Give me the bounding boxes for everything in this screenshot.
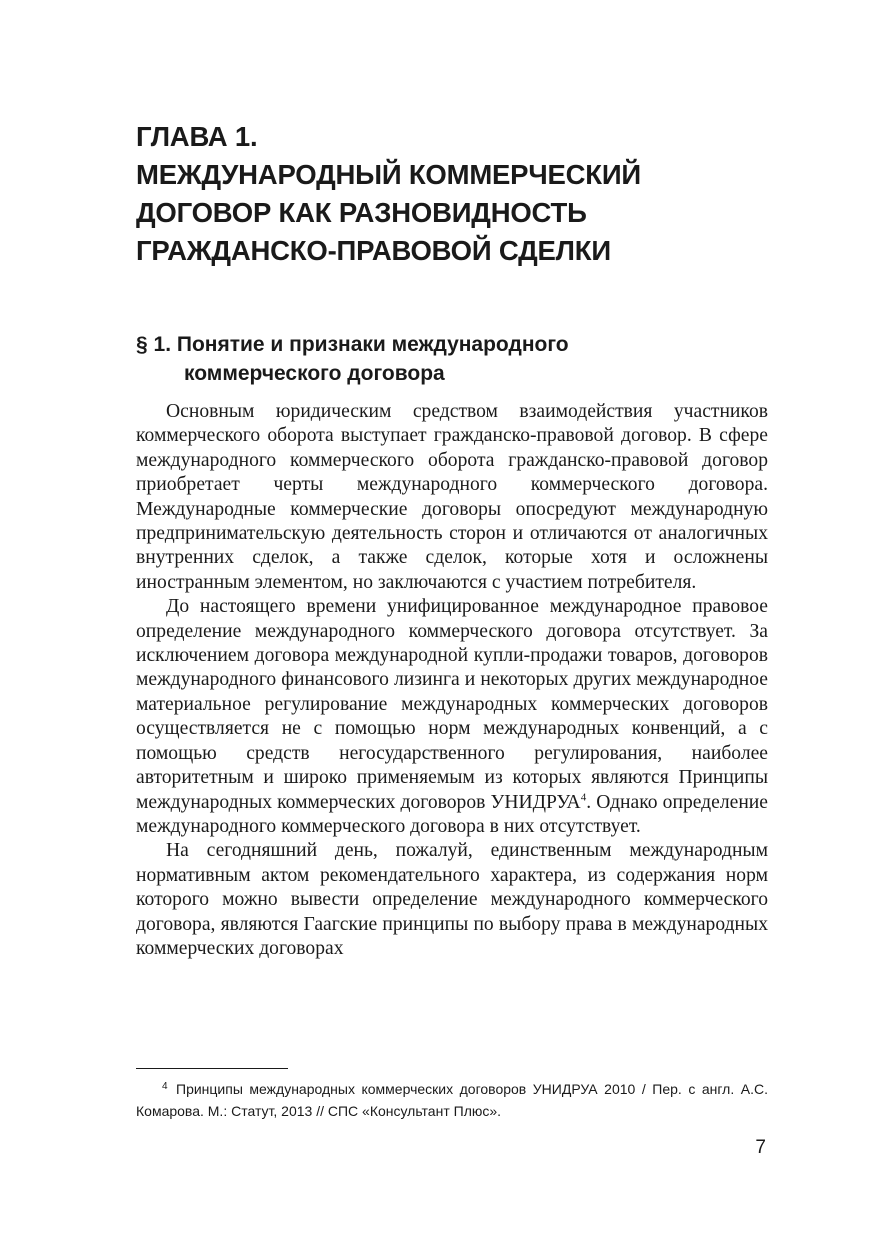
paragraph-text: До настоящего времени унифицированное международное правовое определение международного коммерческого договора отсутствует. За исключением договора международной купли-продажи товаров, договоров международного финансового лизинга и некоторых других международное материальное регулирование международных коммерческих договоров осуществляется не с помощью норм международных конвенций, а с помощью средств негосударственного регулирования, наиболее авторитетным и широко применяемым из которых являются Принципы международных коммерческих договоров УНИДРУА xyxy=(136,596,768,813)
footnote xyxy=(136,1076,768,1122)
paragraph xyxy=(136,595,768,839)
section-heading xyxy=(136,330,776,388)
body-text xyxy=(136,400,768,961)
chapter-title-line: ДОГОВОР КАК РАЗНОВИДНОСТЬ xyxy=(136,197,587,228)
paragraph-text: . Однако определение международного коммерческого договора в них отсутствует. xyxy=(136,791,768,837)
footnote-text: Принципы международных коммерческих договоров УНИДРУА 2010 / Пер. с англ. А.С. Комарова. М.: Статут, 2013 // СПС «Консультант Плюс». xyxy=(136,1081,768,1119)
chapter-title xyxy=(136,118,776,270)
section-heading-line: коммерческого договора xyxy=(184,362,445,385)
footnote-divider xyxy=(136,1068,288,1069)
section-heading-line: § 1. Понятие и признаки международного xyxy=(136,333,569,356)
paragraph: Основным юридическим средством взаимодействия участников коммерческого оборота выступает гражданско-правовой договор. В сфере международного коммерческого оборота гражданско-правовой договор приобретает черты международного коммерческого договора. Международные коммерческие договоры опосредуют международную предпринимательскую деятельность сторон и отличаются от аналогичных внутренних сделок, а также сделок, которые хотя и осложнены иностранным элементом, но заключаются с участием потребителя. xyxy=(136,401,768,593)
chapter-title-line: ГЛАВА 1. xyxy=(136,121,258,152)
footnote-reference[interactable]: 4 xyxy=(580,790,587,803)
paragraph: На сегодняшний день, пожалуй, единственным международным нормативным актом рекомендательного характера, из содержания норм которого можно вывести определение международного коммерческого договора, являются Гаагские принципы по выбору права в международных коммерческих договорах xyxy=(136,840,768,959)
chapter-title-line: МЕЖДУНАРОДНЫЙ КОММЕРЧЕСКИЙ xyxy=(136,159,641,190)
footnote-number: 4 xyxy=(162,1081,168,1092)
chapter-title-line: ГРАЖДАНСКО-ПРАВОВОЙ СДЕЛКИ xyxy=(136,235,611,266)
page-number: 7 xyxy=(755,1137,766,1158)
